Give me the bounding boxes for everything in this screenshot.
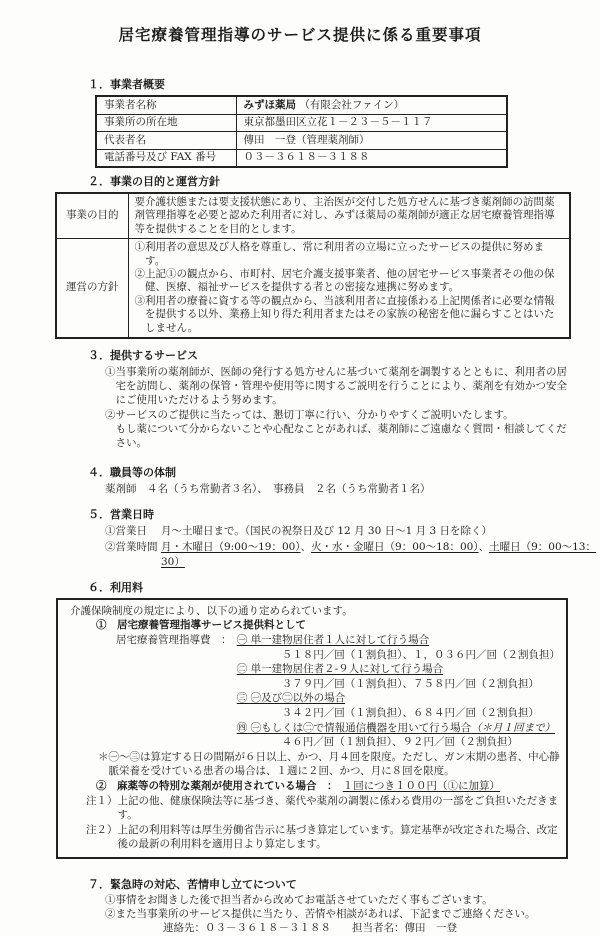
policy-item: ③利用者の療養に資する等の観点から、当該利用者に直接係わる上記関係者に必要な情報を提供する以外、業務上知り得た利用者またはその家族の秘密を他に漏らすことはいたしません。 <box>134 294 555 334</box>
fee-intro: 介護保険制度の規定により、以下の通り定められています。 <box>70 604 353 617</box>
emergency-item: ①事情をお聞きした後で担当者から改めてお電話させていただく事もございます。 <box>105 893 493 906</box>
fee-box <box>56 598 568 859</box>
section2-heading: ２．事業の目的と運営方針 <box>88 175 220 188</box>
fee-item <box>237 691 560 720</box>
section6-heading: ６．利用料 <box>88 580 143 594</box>
section7-body <box>105 893 572 921</box>
fee-item-title <box>237 721 560 736</box>
business-overview-table <box>95 95 508 168</box>
hours-segment: 土曜日（9：00～13：30） <box>161 540 596 569</box>
business-name-bold: みずほ薬局 <box>243 98 296 111</box>
fee-item-price: ３４２円／回（１割負担）、６８４円／回（２割負担） <box>281 706 539 719</box>
policy-item: ①利用者の意思及び人格を尊重し、常に利用者の立場に立ったサービスの提供に努めます。 <box>134 241 544 267</box>
service-item: ②サービスのご提供に当たっては、懇切丁寧に行い、分かりやすくご説明いたします。 <box>105 408 514 421</box>
table-row <box>96 96 507 114</box>
fee-item-case: ㊀ 単一建物居住者１人に対して行う場合 <box>236 633 430 646</box>
purpose-policy-table <box>55 192 571 339</box>
purpose-label: 事業の目的 <box>56 193 128 239</box>
fee-sub1-heading <box>96 618 560 633</box>
fee-schedule-label: 居宅療養管理指導費 ： <box>116 633 237 646</box>
row-value: 傳田 一登（管理薬剤師） <box>236 132 507 150</box>
policy-text <box>128 239 570 338</box>
fee-item-title <box>237 691 560 706</box>
fee-item <box>237 721 560 750</box>
fee-item <box>237 662 560 691</box>
document-title: 居宅療養管理指導のサービス提供に係る重要事項 <box>118 25 482 44</box>
hours-segment: 月・木曜日（9:00～19：00） <box>161 540 301 553</box>
table-row <box>96 149 507 167</box>
section7-heading: ７．緊急時の対応、苦情申し立てについて <box>88 877 297 891</box>
fee-item-price: ４６円／回（１割負担）、９２円／回（２割負担） <box>281 736 518 749</box>
row-value: ０３－３６１８－３１８８ <box>236 149 507 167</box>
row-label: 事業者名称 <box>96 96 236 114</box>
fee-schedule <box>116 633 560 750</box>
fee-note-1: 注１）上記の他、健康保険法等に基づき、薬代や薬剤の調製に係わる費用の一部をご負担いただきます。 <box>86 794 559 822</box>
fee-sub2-title: 麻薬等の特別な薬剤が使用されている場合 ： <box>117 779 333 792</box>
fee-item-case: ㊃ ㊀もしくは㊁で情報通信機器を用いて行う場合 <box>236 721 472 734</box>
business-days-label: ①営業日 <box>105 525 147 538</box>
business-hours-line <box>105 540 600 571</box>
business-name-rest: （有限会社ファイン） <box>296 98 405 111</box>
fee-item-note: （＊月１回まで） <box>471 721 556 734</box>
fee-item <box>237 633 560 662</box>
section4-heading: ４．職員等の体制 <box>88 466 176 480</box>
business-days-text: 月～土曜日まで。（国民の祝祭日及び 12 月 30 日～1 月 3 日を除く） <box>161 525 492 538</box>
fee-item-title <box>237 662 560 677</box>
table-row <box>56 193 570 239</box>
table-row <box>96 132 507 150</box>
fee-sub1-title: 居宅療養管理指導サービス提供料として <box>117 619 306 632</box>
section1-heading: １．事業者概要 <box>88 78 165 91</box>
policy-item: ②上記①の観点から、市町村、居宅介護支援事業者、他の居宅サービス事業者その他の保健、医療、福祉サービスを提供する者との密接な連携に努めます。 <box>134 268 555 294</box>
business-hours-text <box>161 540 600 571</box>
fee-note-2: 注２）上記の利用料等は厚生労働省告示に基づき算定しています。算定基準が改定された場合、改定後の最新の利用料を適用日より算定します。 <box>86 823 558 851</box>
separator: 、 <box>300 540 312 553</box>
fee-footnote: ＊㊀～㊂は算定する日の間隔が６日以上、かつ、月４回を限度。ただし、ガン末期の患者、中心静脈栄養を受けている患者の場合は、１週に２回、かつ、月に８回を限度。 <box>98 750 560 778</box>
staffing-text: 薬剤師 ４名（うち常勤者３名）、 事務員 ２名（うち常勤者１名） <box>105 483 431 496</box>
section3-body <box>105 365 572 450</box>
circled-2-marker: ② <box>96 779 107 792</box>
table-row <box>56 239 570 338</box>
contact-line: 連絡先：０３－３６１８－３１８８ 担当者名：傳田 一登 <box>163 922 457 935</box>
emergency-item: ②また当事業所のサービス提供に当たり、苦情や相談があれば、下記までご連絡ください。 <box>105 908 536 921</box>
service-item: ①当事業所の薬剤師が、医師の発行する処方せんに基づいて薬剤を調製するとともに、利用者の居宅を訪問し、薬剤の保管・管理や使用等に関するご説明を行うことにより、薬剤を有効かつ安全にご使用いただけるよう努めます。 <box>105 366 567 407</box>
hours-segment: 火・水・金曜日（9：00～18：00） <box>311 540 479 553</box>
circled-1-marker: ① <box>96 619 107 632</box>
fee-sub2-line <box>96 779 560 794</box>
row-value: 東京都墨田区立花１－２３－５－１１７ <box>236 114 507 132</box>
row-label: 代表者名 <box>96 132 236 150</box>
business-hours-label: ②営業時間 <box>105 540 158 553</box>
policy-label: 運営の方針 <box>56 239 128 338</box>
fee-item-list <box>237 633 560 750</box>
section3-heading: ３．提供するサービス <box>88 349 198 363</box>
fee-item-title <box>237 633 560 648</box>
fee-item-case: ㊁ 単一建物居住者２-９人に対して行う場合 <box>236 663 444 676</box>
purpose-text: 要介護状態または要支援状態にあり、主治医が交付した処方せんに基づき薬剤師の訪問薬剤管理指導を必要と認めた利用者に対し、みずほ薬局の薬剤師が適正な居宅療養管理指導等を提供することを目的とします。 <box>128 193 570 239</box>
fee-item-case: ㊂ ㊀及び㊁以外の場合 <box>236 692 346 705</box>
fee-item-price: ３７９円／回（１割負担）、７５８円／回（２割負担） <box>281 677 539 690</box>
row-label: 電話番号及び FAX 番号 <box>96 149 236 167</box>
row-label: 事業所の所在地 <box>96 114 236 132</box>
business-days-line <box>105 524 600 540</box>
fee-sub2-value: １回につき１００円（①に加算） <box>342 779 501 792</box>
fee-item-price: ５１８円／回（１割負担）、１，０３６円／回（２割負担） <box>281 648 560 661</box>
section5-heading: ５．営業日時 <box>88 508 154 522</box>
table-row <box>96 114 507 132</box>
separator: 、 <box>478 540 490 553</box>
row-value <box>236 96 507 114</box>
service-item-continuation: もし薬について分からないことや心配なことがあれば、薬剤師にご遠慮なく質問・相談してください。 <box>115 422 567 450</box>
